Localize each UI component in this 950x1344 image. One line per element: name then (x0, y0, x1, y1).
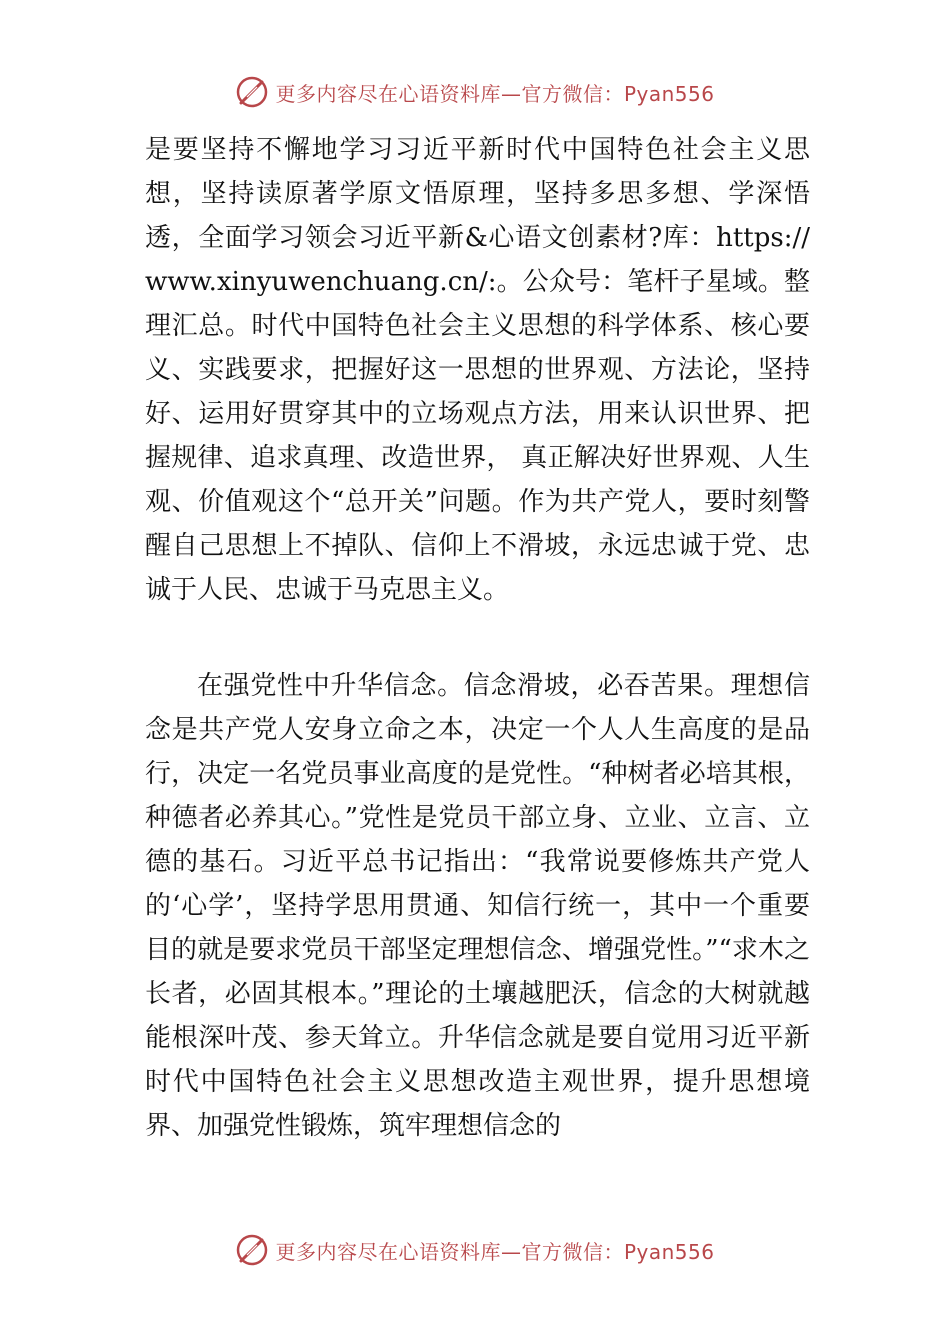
footer-banner-text: 更多内容尽在心语资料库—官方微信：Pyan556 (275, 1239, 715, 1264)
pen-logo-icon (235, 1233, 269, 1267)
document-body (145, 128, 810, 1148)
paragraph: 在强党性中升华信念。信念滑坡，必吞苦果。理想信念是共产党人安身立命之本，决定一个人人生高度的是品行，决定一名党员事业高度的是党性。“种树者必培其根，种德者必养其心。”党性是党员干部立身、立业、立言、立德的基石。习近平总书记指出：“我常说要修炼共产党人的‘心学’，坚持学思用贯通、知信行统一，其中一个重要目的就是要求党员干部坚定理想信念、增强党性。”“求木之长者，必固其根本。”理论的土壤越肥沃，信念的大树就越能根深叶茂、参天耸立。升华信念就是要自觉用习近平新时代中国特色社会主义思想改造主观世界，提升思想境界、加强党性锻炼，筑牢理想信念的 (145, 671, 810, 1141)
footer-banner (0, 1230, 950, 1270)
paragraph: 是要坚持不懈地学习习近平新时代中国特色社会主义思想，坚持读原著学原文悟原理，坚持多思多想、学深悟透，全面学习领会习近平新&心语文创素材?库：https://www.xinyuwenchuang.cn/:。公众号：笔杆子星域。整理汇总。时代中国特色社会主义思想的科学体系、核心要义、实践要求，把握好这一思想的世界观、方法论，坚持好、运用好贯穿其中的立场观点方法，用来认识世界、把握规律、追求真理、改造世界， 真正解决好世界观、人生观、价值观这个“总开关”问题。作为共产党人，要时刻警醒自己思想上不掉队、信仰上不滑坡，永远忠诚于党、忠诚于人民、忠诚于马克思主义。 (145, 135, 810, 605)
header-banner (0, 72, 950, 112)
pen-logo-icon (235, 75, 269, 109)
header-banner-text: 更多内容尽在心语资料库—官方微信：Pyan556 (275, 81, 715, 106)
